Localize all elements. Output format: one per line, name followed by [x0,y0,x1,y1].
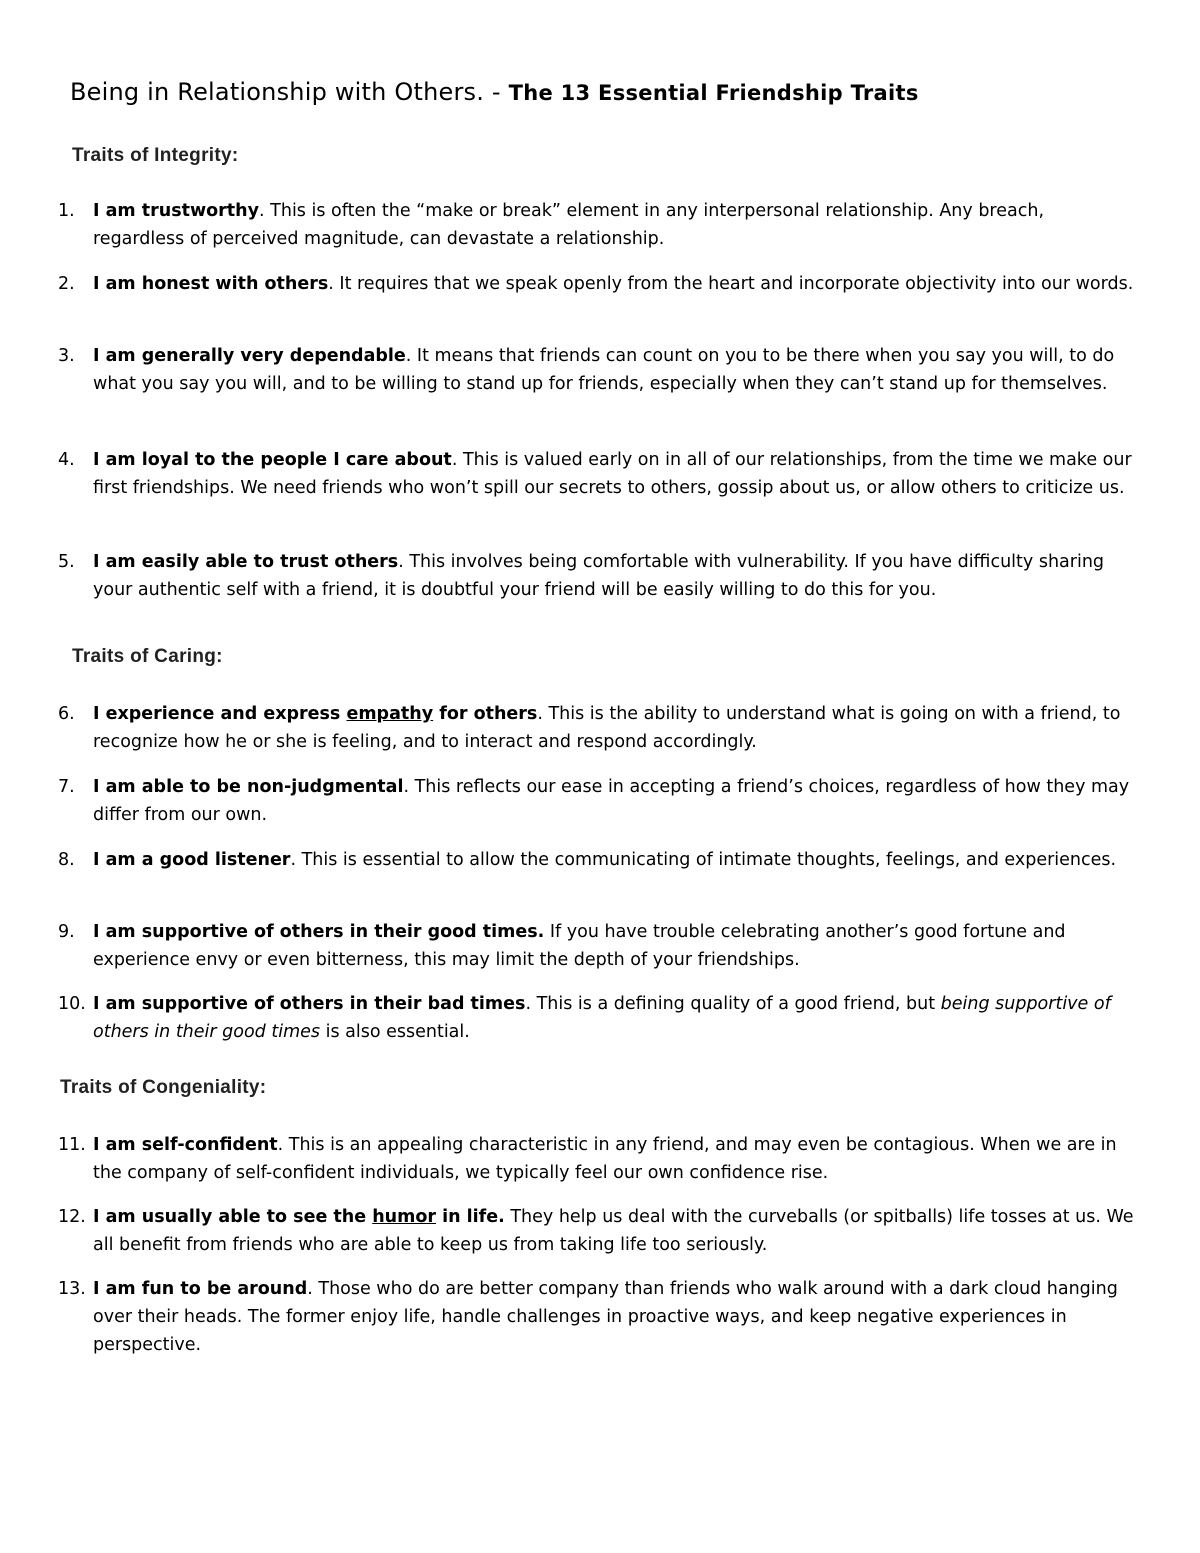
item-number: 12. [58,1207,86,1227]
title-main: Being in Relationship with Others. - [70,78,509,106]
item-trait-underlined: empathy [346,704,434,724]
list-item [58,918,1138,974]
item-trait-part: I am usually able to see the [93,1207,373,1227]
item-number: 10. [58,994,86,1014]
item-number: 2. [58,274,75,294]
document-title [70,78,919,106]
item-number: 9. [58,922,75,942]
item-description: . This involves being comfortable with vulnerability. If you have difficulty sharing your authentic self with a friend, it is doubtful your friend will be easily willing to do this for you. [93,552,1105,600]
item-trait: I am easily able to trust others [93,552,399,572]
item-description: . It requires that we speak openly from the heart and incorporate objectivity into our words. [328,274,1134,294]
list-item [58,548,1138,604]
item-trait-part: in life. [436,1207,505,1227]
item-trait: I am able to be non-judgmental [93,777,404,797]
list-item [58,700,1138,756]
item-trait: I am a good listener [93,850,291,870]
item-description: They help us deal with the curveballs (or spitballs) life tosses at us. We all benefit from friends who are able to keep us from taking life too seriously. [93,1207,1134,1255]
section-heading-integrity: Traits of Integrity: [72,145,239,166]
item-number: 3. [58,346,75,366]
item-trait-underlined: humor [372,1207,437,1227]
item-trait: I am fun to be around [93,1279,308,1299]
item-number: 6. [58,704,75,724]
item-description: . Those who do are better company than friends who walk around with a dark cloud hanging over their heads. The former enjoy life, handle challenges in proactive ways, and keep negative experiences in perspective. [93,1279,1118,1355]
list-item [58,197,1138,253]
item-trait: I am generally very dependable [93,346,406,366]
list-item [58,342,1138,398]
section-heading-congeniality: Traits of Congeniality: [60,1077,267,1098]
list-item [58,1203,1138,1259]
item-number: 13. [58,1279,86,1299]
list-item [58,446,1138,502]
item-number: 7. [58,777,75,797]
list-item [58,270,1138,298]
item-description: . This is an appealing characteristic in any friend, and may even be contagious. When we are in the company of self-confident individuals, we typically feel our own confidence rise. [93,1135,1117,1183]
item-number: 11. [58,1135,86,1155]
item-description: . This is valued early on in all of our relationships, from the time we make our first friendships. We need friends who won’t spill our secrets to others, gossip about us, or allow others to criticize us. [93,450,1132,498]
list-item [58,846,1138,874]
item-number: 8. [58,850,75,870]
item-trait: I am loyal to the people I care about [93,450,452,470]
item-number: 1. [58,201,75,221]
item-description: . It means that friends can count on you to be there when you say you will, to do what you say you will, and to be willing to stand up for friends, especially when they can’t stand up for themselves. [93,346,1115,394]
item-number: 5. [58,552,75,572]
item-trait: I am honest with others [93,274,329,294]
item-trait-part: I experience and express [93,704,347,724]
item-description: . This is the ability to understand what is going on with a friend, to recognize how he or she is feeling, and to interact and respond accordingly. [93,704,1121,752]
item-trait: I am supportive of others in their good times. [93,922,545,942]
item-trait: I am supportive of others in their bad times [93,994,526,1014]
item-description: . This is often the “make or break” element in any interpersonal relationship. Any breach, regardless of perceived magnitude, can devastate a relationship. [93,201,1045,249]
item-trait: I am trustworthy [93,201,260,221]
item-description: . This is essential to allow the communicating of intimate thoughts, feelings, and experiences. [290,850,1117,870]
item-italic-phrase: being supportive of others in their good times [93,994,1111,1042]
item-description: . This reflects our ease in accepting a friend’s choices, regardless of how they may differ from our own. [93,777,1130,825]
section-heading-caring: Traits of Caring: [72,646,223,667]
item-description-end: is also essential. [320,1022,470,1042]
item-description: . This is a defining quality of a good friend, but [525,994,941,1014]
list-item [58,773,1138,829]
list-item [58,1131,1138,1187]
item-trait: I am self-confident [93,1135,278,1155]
item-description: If you have trouble celebrating another’s good fortune and experience envy or even bitterness, this may limit the depth of your friendships. [93,922,1066,970]
list-item [58,1275,1138,1359]
item-trait [93,1207,505,1227]
item-trait [93,704,537,724]
list-item [58,990,1138,1046]
title-subtitle: The 13 Essential Friendship Traits [508,81,919,105]
item-trait-part: for others [433,704,538,724]
item-number: 4. [58,450,75,470]
